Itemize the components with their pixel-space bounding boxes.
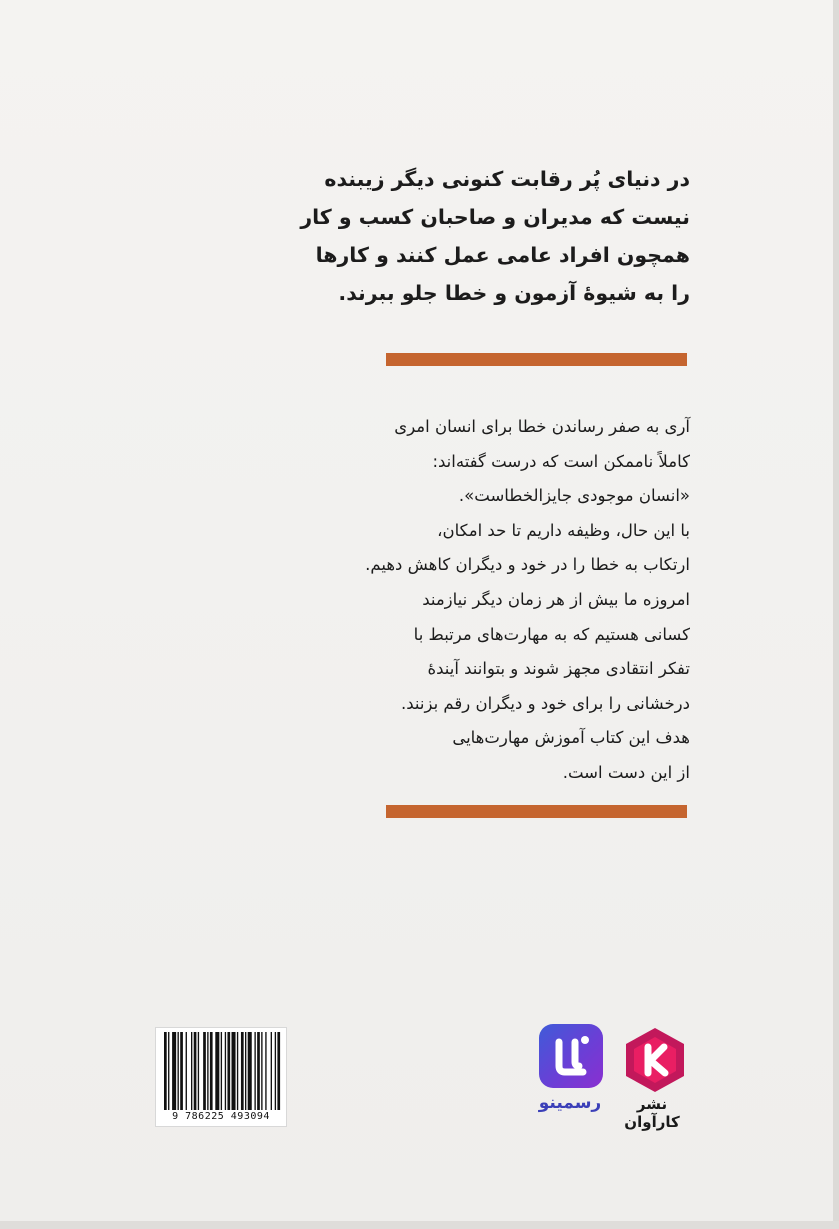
barcode-bar — [221, 1032, 222, 1110]
barcode-bar — [237, 1032, 238, 1110]
body-line: هدف این کتاب آموزش مهارت‌هایی — [452, 728, 690, 748]
barcode-bar — [194, 1032, 197, 1110]
barcode-bar — [198, 1032, 199, 1110]
barcode-bar — [248, 1032, 252, 1110]
barcode-bar — [232, 1032, 236, 1110]
karaan-label: نشر کارآوان — [624, 1095, 680, 1131]
barcode-icon — [155, 1027, 287, 1127]
barcode-bar — [241, 1032, 244, 1110]
intro-line: را به شیوهٔ آزمون و خطا جلو ببرند. — [338, 281, 690, 305]
barcode-bar — [225, 1032, 226, 1110]
barcode-bar — [275, 1032, 276, 1110]
divider-bottom — [386, 805, 687, 818]
intro-line: در دنیای پُر رقابت کنونی دیگر زیبنده — [324, 167, 690, 191]
intro-line: همچون افراد عامی عمل کنند و کارها — [315, 243, 690, 267]
barcode-bar — [265, 1032, 266, 1110]
barcode-bar — [210, 1032, 213, 1110]
body-line: آری به صفر رساندن خطا برای انسان امری — [394, 417, 690, 436]
barcode-bar — [245, 1032, 246, 1110]
body-line: از این دست است. — [562, 762, 690, 782]
barcode-bar — [207, 1032, 208, 1110]
body-line: تفکر انتقادی مجهز شوند و بتوانند آیندهٔ — [427, 659, 690, 679]
barcode-bar — [172, 1032, 176, 1110]
page-edge-right — [833, 0, 839, 1229]
barcode-bar — [215, 1032, 219, 1110]
rasmino-logo-icon — [539, 1024, 603, 1088]
page-edge-bottom — [0, 1221, 839, 1229]
rasmino-label: رسمینو — [538, 1093, 602, 1113]
body-line: درخشانی را برای خود و دیگران رقم بزنند. — [401, 693, 690, 713]
barcode-bar — [271, 1032, 272, 1110]
body-line: «انسان موجودی جایزالخطاست». — [458, 486, 690, 506]
barcode-bar — [261, 1032, 262, 1110]
body-line: امروزه ما بیش از هر زمان دیگر نیازمند — [422, 589, 690, 609]
barcode-bar — [180, 1032, 183, 1110]
intro-paragraph — [300, 160, 690, 312]
divider-top — [386, 353, 687, 366]
barcode-bar — [254, 1032, 255, 1110]
intro-line: نیست که مدیران و صاحبان کسب و کار — [300, 205, 690, 229]
barcode-bar — [164, 1032, 167, 1110]
body-line: کاملاً ناممکن است که درست گفته‌اند: — [432, 451, 690, 471]
body-line: با این حال، وظیفه داریم تا حد امکان، — [437, 520, 690, 540]
karaan-logo-icon — [620, 1025, 690, 1095]
barcode-bar — [227, 1032, 230, 1110]
body-paragraph — [365, 410, 690, 791]
barcode-bar — [191, 1032, 192, 1110]
barcode-bar — [277, 1032, 280, 1110]
barcode-bar — [203, 1032, 206, 1110]
barcode-bar — [168, 1032, 169, 1110]
barcode-bar — [178, 1032, 179, 1110]
barcode-bar — [186, 1032, 187, 1110]
body-line: ارتکاب به خطا را در خود و دیگران کاهش دهیم. — [365, 555, 690, 575]
barcode-bars — [156, 1028, 286, 1114]
body-line: کسانی هستیم که به مهارت‌های مرتبط با — [413, 624, 690, 644]
isbn-number: 9 786225 493094 — [172, 1111, 270, 1122]
barcode-bar — [257, 1032, 260, 1110]
